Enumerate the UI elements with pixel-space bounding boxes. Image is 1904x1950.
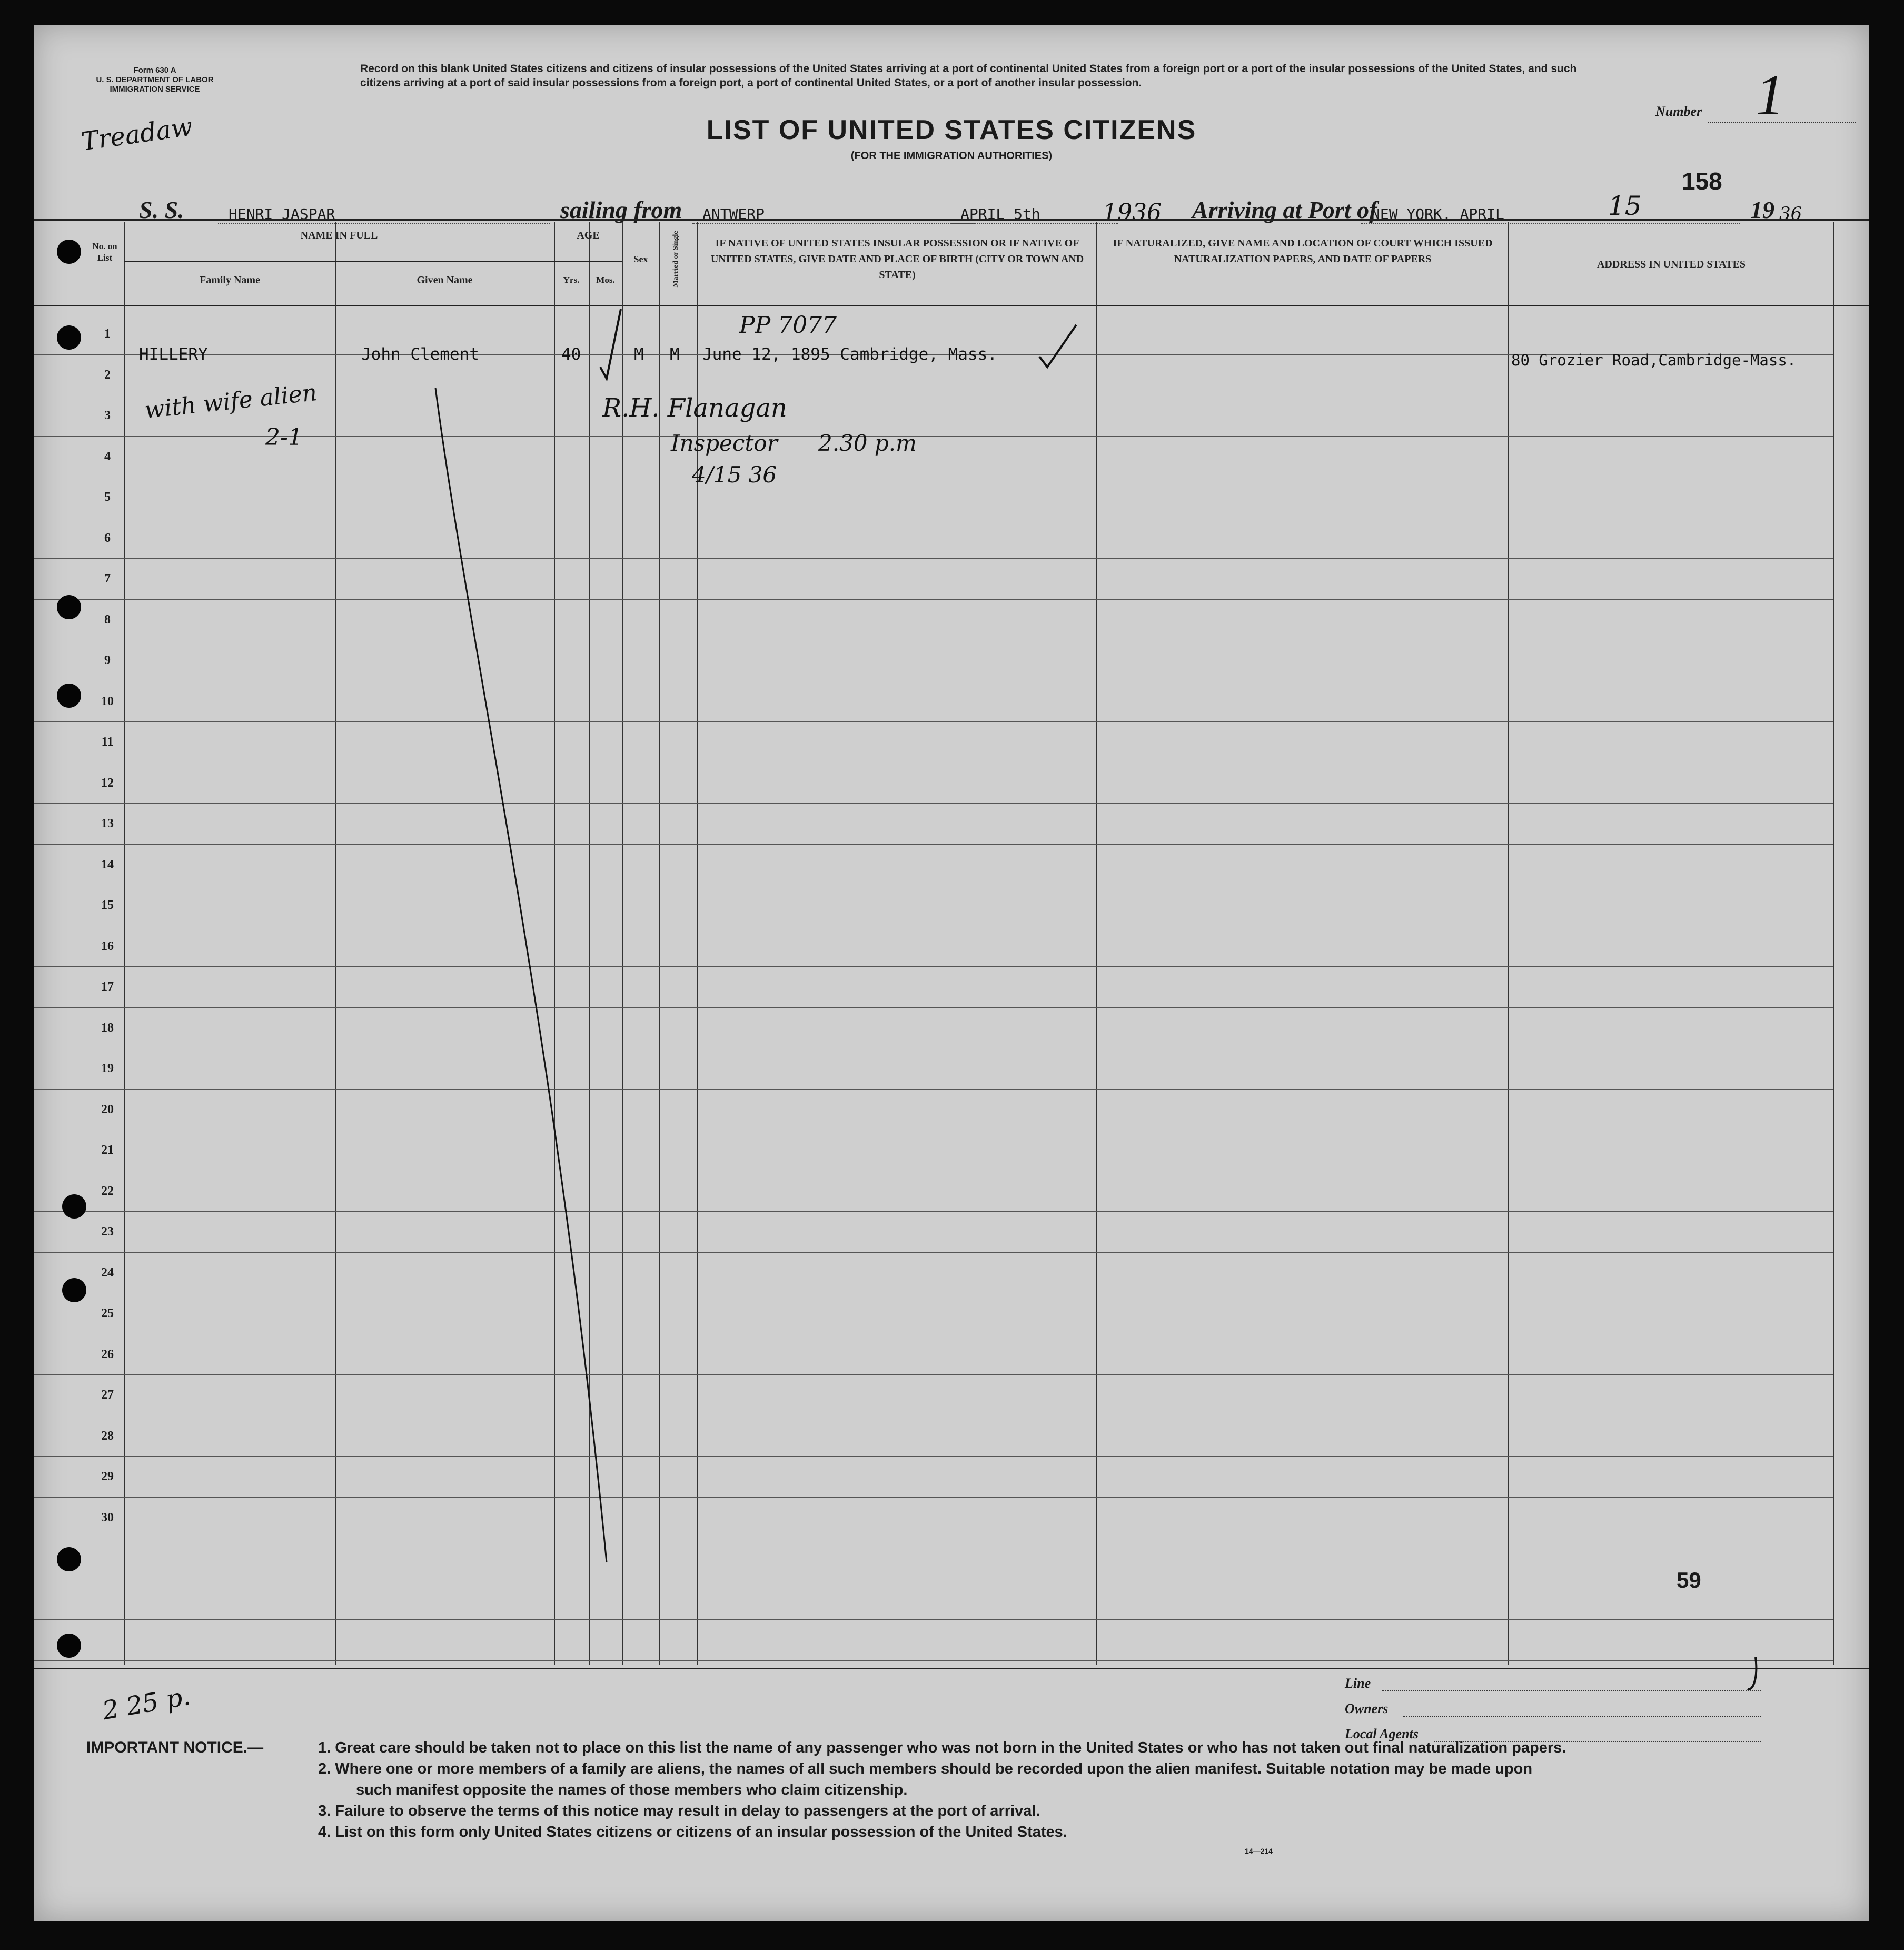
row-number: 15 [101,898,114,912]
header-naturalized: IF NATURALIZED, GIVE NAME AND LOCATION OF COURT WHICH ISSUED NATURALIZATION PAPERS, AND DATE OF PAPERS [1113,237,1493,265]
entry-family-name: HILLERY [139,345,208,364]
header-mos: Mos. [596,275,615,285]
punch-hole [57,1634,81,1658]
entry-birth: June 12, 1895 Cambridge, Mass. [702,345,997,364]
notice-2b: such manifest opposite the names of those members who claim citizenship. [356,1781,908,1798]
row-number: 20 [101,1102,114,1116]
row-number: 26 [101,1347,114,1361]
pen-marks [34,25,1869,1921]
header-married-text: Married or Single [672,231,680,288]
arriving-label: Arriving at Port of [1192,196,1377,223]
handwritten-bottom-left: 2 25 p. [100,1681,193,1726]
row-number: 14 [101,857,114,872]
arrive-year-prefix: 19 [1750,196,1774,223]
row-number: 30 [101,1510,114,1525]
owners-rule [1403,1716,1761,1717]
print-code: 14—214 [1245,1847,1273,1855]
row-number: 7 [104,572,111,586]
notice-1: 1. Great care should be taken not to place on this list the name of any passenger who was not born in the United States or who has not taken out final naturalization papers. [318,1739,1566,1756]
checkmark-icon [600,309,621,379]
entry-sex: M [634,345,644,364]
sail-year: 1936 [1103,199,1162,226]
header-given-name: Given Name [417,274,473,286]
punch-hole [57,684,81,708]
row-number: 16 [101,939,114,953]
page-subtitle: (FOR THE IMMIGRATION AUTHORITIES) [850,150,1053,162]
notice-3: 3. Failure to observe the terms of this notice may result in delay to passengers at the port of arrival. [318,1803,1040,1819]
punch-hole [57,325,81,350]
header-no: No. on List [92,241,117,263]
row-number: 12 [101,776,114,790]
row-number: 25 [101,1306,114,1320]
punch-hole [57,240,81,264]
row-number: 6 [104,531,111,545]
port-from: ANTWERP [702,205,765,223]
owners-label: Owners [1345,1701,1389,1716]
entry-given-name: John Clement [361,345,479,364]
sheet-number: 158 [1682,167,1722,195]
agents-label: Local Agents [1345,1726,1419,1741]
page-title: LIST OF UNITED STATES CITIZENS [706,115,1197,145]
handwritten-pp: PP 7077 [739,312,837,339]
row-number: 23 [101,1225,114,1239]
notice-heading: IMPORTANT NOTICE.— [86,1739,264,1756]
header-birth: IF NATIVE OF UNITED STATES INSULAR POSSESSION OR IF NATIVE OF UNITED STATES, GIVE DATE AND PLACE OF BIRTH (CITY OR TOWN AND STATE) [710,237,1084,281]
notice-4: 4. List on this form only United States citizens or citizens of an insular possession of the United States. [318,1824,1067,1840]
ditto-line [435,388,607,1562]
handwritten-wife-note-2: 2-1 [265,424,303,451]
line-rule [1382,1690,1761,1691]
row-number: 2 [104,368,111,382]
checkmark-icon [1039,325,1076,367]
row-number: 3 [104,409,111,422]
punch-hole [62,1194,86,1219]
header-sex: Sex [633,254,648,264]
number-value: 1 [1756,63,1784,127]
row-number: 17 [101,980,114,994]
sailing-label: sailing from [560,196,682,223]
service: IMMIGRATION SERVICE [110,85,200,94]
row-number: 24 [101,1265,114,1280]
row-number: 18 [101,1021,114,1035]
row-number: 29 [101,1470,114,1483]
ship-name: HENRI JASPAR [229,205,335,223]
notice-2a: 2. Where one or more members of a family are aliens, the names of all such members should be recorded upon the alien manifest. Suitable notation may be made upon [318,1760,1533,1777]
row-number: 8 [104,612,111,627]
header-yrs: Yrs. [563,275,580,285]
line-label: Line [1345,1676,1371,1691]
handwritten-top-left: Treadaw [80,112,195,157]
handwritten-wife-note: with wife alien [143,379,319,424]
port-to: NEW YORK, APRIL [1371,205,1504,223]
inspector-title: Inspector [671,430,778,456]
page-number: 59 [1677,1568,1701,1592]
punch-hole [62,1278,86,1302]
header-age: AGE [577,230,600,241]
department: U. S. DEPARTMENT OF LABOR [96,75,214,84]
row-number: 5 [104,490,111,504]
inspector-date: 4/15 36 [692,462,777,488]
row-number: 1 [104,327,111,341]
header-address: ADDRESS IN UNITED STATES [1596,259,1746,270]
number-label: Number [1655,104,1702,119]
inspector-signature: R.H. Flanagan [602,393,787,423]
row-number: 19 [101,1062,114,1075]
arrive-day: 15 [1608,191,1642,221]
header-name-in-full: NAME IN FULL [300,230,378,241]
punch-hole [57,1547,81,1571]
row-number: 4 [104,449,111,463]
arrive-year-suffix: 36 [1779,203,1802,224]
row-number: 13 [101,817,114,830]
entry-age: 40 [561,345,581,364]
row-number: 27 [101,1388,114,1402]
punch-hole [57,595,81,619]
entry-address: 80 Grozier Road,Cambridge-Mass. [1511,351,1797,369]
sail-date: APRIL 5th [960,205,1040,223]
record-instructions: Record on this blank United States citizens and citizens of insular possessions of the United States arriving at a port of continental United States from a foreign port or a port of the insular possessions of the United States, and such citizens arriving at a port of said insular possessions from a foreign port, a port of continental United States, or a port of another insular possession. [360,63,1577,89]
row-number: 28 [101,1429,114,1443]
row-number: 9 [104,654,111,667]
manifest-sheet [34,25,1869,1921]
inspector-time: 2.30 p.m [818,430,917,456]
row-number: 22 [101,1184,114,1198]
form-number: Form 630 A [133,66,176,75]
row-number: 21 [101,1143,114,1157]
pen-tick [1748,1657,1756,1689]
ss-label: S. S. [139,196,184,223]
row-number: 11 [101,735,114,749]
entry-married: M [670,345,680,364]
row-number: 10 [101,694,114,708]
header-family-name: Family Name [200,274,260,286]
